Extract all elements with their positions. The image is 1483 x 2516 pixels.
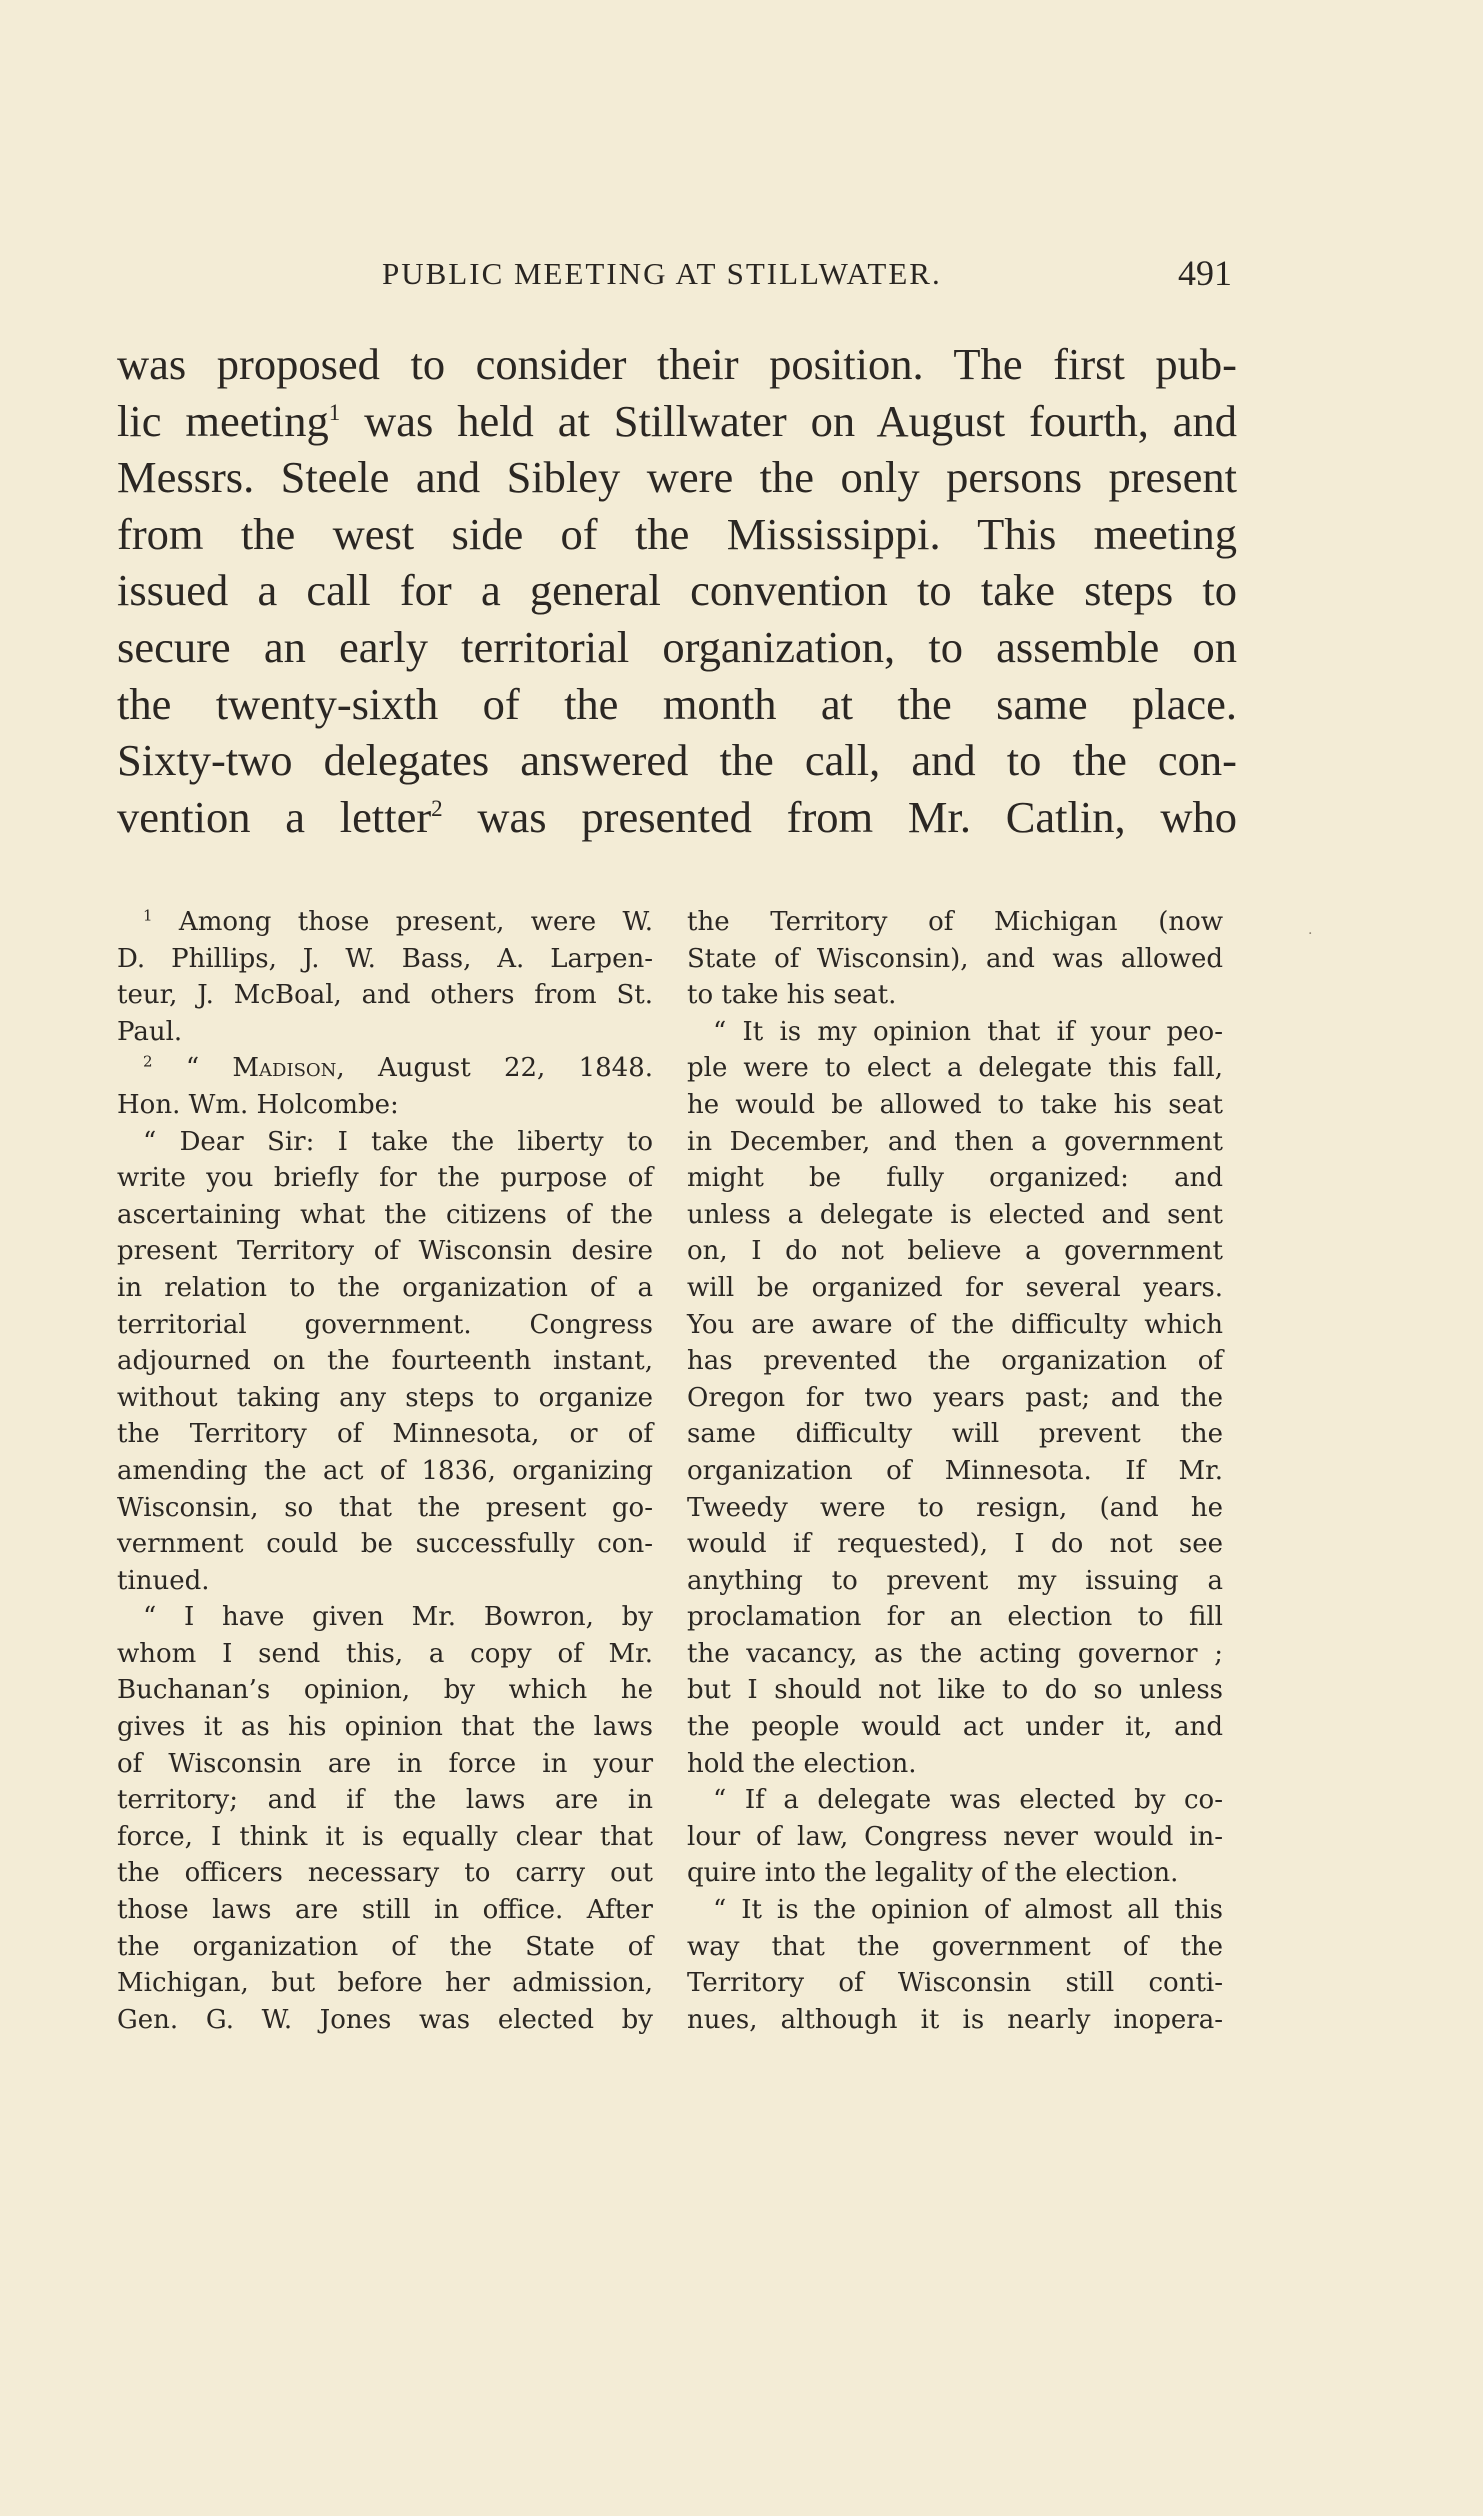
footnote-line: lour of law, Congress never would in- [687, 1821, 1223, 1852]
running-title: PUBLIC MEETING AT STILLWATER. [382, 256, 942, 291]
footnote-line: on, I do not believe a government [687, 1236, 1223, 1267]
footnote-line: “ Dear Sir: I take the liberty to [143, 1126, 653, 1157]
footnote-line: Paul. [117, 1016, 183, 1047]
body-line: issued a call for a general convention to take steps to [117, 565, 1237, 616]
footnote-line: the Territory of Minnesota, or of [117, 1419, 653, 1450]
footnote-line: Hon. Wm. Holcombe: [117, 1089, 399, 1120]
footnote-line: write you briefly for the purpose of [117, 1163, 653, 1194]
footnote-line: quire into the legality of the election. [687, 1858, 1179, 1889]
footnote-line: will be organized for several years. [687, 1272, 1223, 1303]
footnote-line: nues, although it is nearly inopera- [687, 2004, 1223, 2035]
footnote-line: Gen. G. W. Jones was elected by [117, 2004, 653, 2035]
footnote-line: same difficulty will prevent the [687, 1419, 1223, 1450]
body-line: lic meeting$^1$ was held at Stillwater on August fourth, and [117, 395, 1238, 446]
footnote-line: “ If a delegate was elected by co- [713, 1785, 1223, 1816]
footnote-line: ascertaining what the citizens of the [117, 1199, 653, 1230]
footnote-line: “ I have given Mr. Bowron, by [143, 1602, 653, 1633]
footnote-line: territory; and if the laws are in [117, 1785, 653, 1816]
footnote-line: has prevented the organization of [687, 1346, 1223, 1377]
footnote-line: those laws are still in office. After [117, 1895, 653, 1926]
footnote-line: vernment could be successfully con- [117, 1529, 653, 1560]
footnote-line: Tweedy were to resign, (and he [687, 1492, 1223, 1523]
body-line: Messrs. Steele and Sibley were the only persons present [117, 452, 1237, 503]
footnote-ref: 2 [431, 795, 443, 821]
footnote-line: the Territory of Michigan (now [687, 907, 1223, 937]
footnote-line: tinued. [117, 1565, 210, 1596]
running-head [340, 253, 1240, 306]
footnote-line: adjourned on the fourteenth instant, [117, 1346, 653, 1377]
footnote-line: amending the act of 1836, organizing [117, 1455, 653, 1486]
footnote-line: the organization of the State of [117, 1931, 653, 1962]
footnote-line: teur, J. McBoal, and others from St. [117, 980, 653, 1011]
footnote-line: the officers necessary to carry out [117, 1858, 653, 1889]
footnote-line: in December, and then a government [687, 1126, 1223, 1157]
body-line: from the west side of the Mississippi. This meeting [117, 508, 1237, 559]
page-number: 491 [1178, 253, 1232, 293]
footnote-line: gives it as his opinion that the laws [117, 1712, 653, 1743]
footnote-line: the people would act under it, and [687, 1712, 1223, 1743]
footnote-line: “ It is the opinion of almost all this [713, 1895, 1223, 1926]
footnote-line: without taking any steps to organize [117, 1382, 653, 1413]
footnote-line: hold the election. [687, 1748, 917, 1779]
body-line: Sixty-two delegates answered the call, and to the con- [117, 735, 1237, 786]
footnote-line: proclamation for an election to fill [687, 1602, 1223, 1633]
footnote-line: whom I send this, a copy of Mr. [117, 1638, 653, 1669]
footnote-line: $^1$ Among those present, were W. [143, 906, 653, 937]
footnotes-left-column [117, 904, 653, 2038]
body-text [117, 336, 1237, 845]
footnote-line: but I should not like to do so unless [687, 1675, 1223, 1706]
footnote-line: Michigan, but before her admission, [117, 1968, 653, 1999]
footnote-line: Territory of Wisconsin still conti- [687, 1968, 1223, 1999]
margin-mark: . [1308, 922, 1313, 938]
body-line: was proposed to consider their position. The first pub- [117, 339, 1237, 389]
footnote-line: way that the government of the [687, 1931, 1223, 1962]
footnote-line: territorial government. Congress [117, 1309, 653, 1340]
footnote-line: “ It is my opinion that if your peo- [713, 1016, 1223, 1047]
footnotes-right-column [687, 904, 1223, 2038]
body-line: secure an early territorial organization, to assemble on [117, 621, 1237, 672]
footnote-line: in relation to the organization of a [117, 1272, 653, 1303]
footnote-line: $^2$ “ Madison, August 22, 1848. [143, 1052, 654, 1084]
footnote-number: 2 [143, 1052, 153, 1071]
footnote-line: ple were to elect a delegate this fall, [687, 1053, 1223, 1084]
footnote-line: would if requested), I do not see [687, 1529, 1223, 1560]
footnote-number: 1 [143, 906, 153, 925]
footnote-line: present Territory of Wisconsin desire [117, 1236, 653, 1267]
footnote-line: unless a delegate is elected and sent [687, 1199, 1223, 1230]
footnote-line: Oregon for two years past; and the [687, 1382, 1223, 1413]
body-line: the twenty-sixth of the month at the same place. [117, 678, 1237, 729]
footnote-line: he would be allowed to take his seat [687, 1089, 1223, 1120]
footnote-line: State of Wisconsin), and was allowed [687, 943, 1223, 974]
footnote-line: to take his seat. [687, 980, 897, 1011]
footnote-line: of Wisconsin are in force in your [117, 1748, 653, 1779]
footnote-line: the vacancy, as the acting governor ; [687, 1638, 1223, 1669]
footnote-line: D. Phillips, J. W. Bass, A. Larpen- [117, 943, 653, 974]
footnote-line: You are aware of the difficulty which [687, 1309, 1223, 1340]
footnote-line: organization of Minnesota. If Mr. [687, 1455, 1223, 1486]
footnote-line: anything to prevent my issuing a [687, 1565, 1223, 1596]
footnote-line: might be fully organized: and [687, 1163, 1223, 1194]
footnote-line: Wisconsin, so that the present go- [117, 1492, 653, 1523]
footnote-line: force, I think it is equally clear that [117, 1821, 653, 1852]
footnote-line: Buchanan’s opinion, by which he [117, 1675, 653, 1706]
footnote-ref: 1 [328, 399, 341, 425]
body-line: vention a letter$^2$ was presented from Mr. Catlin, who [117, 791, 1237, 842]
